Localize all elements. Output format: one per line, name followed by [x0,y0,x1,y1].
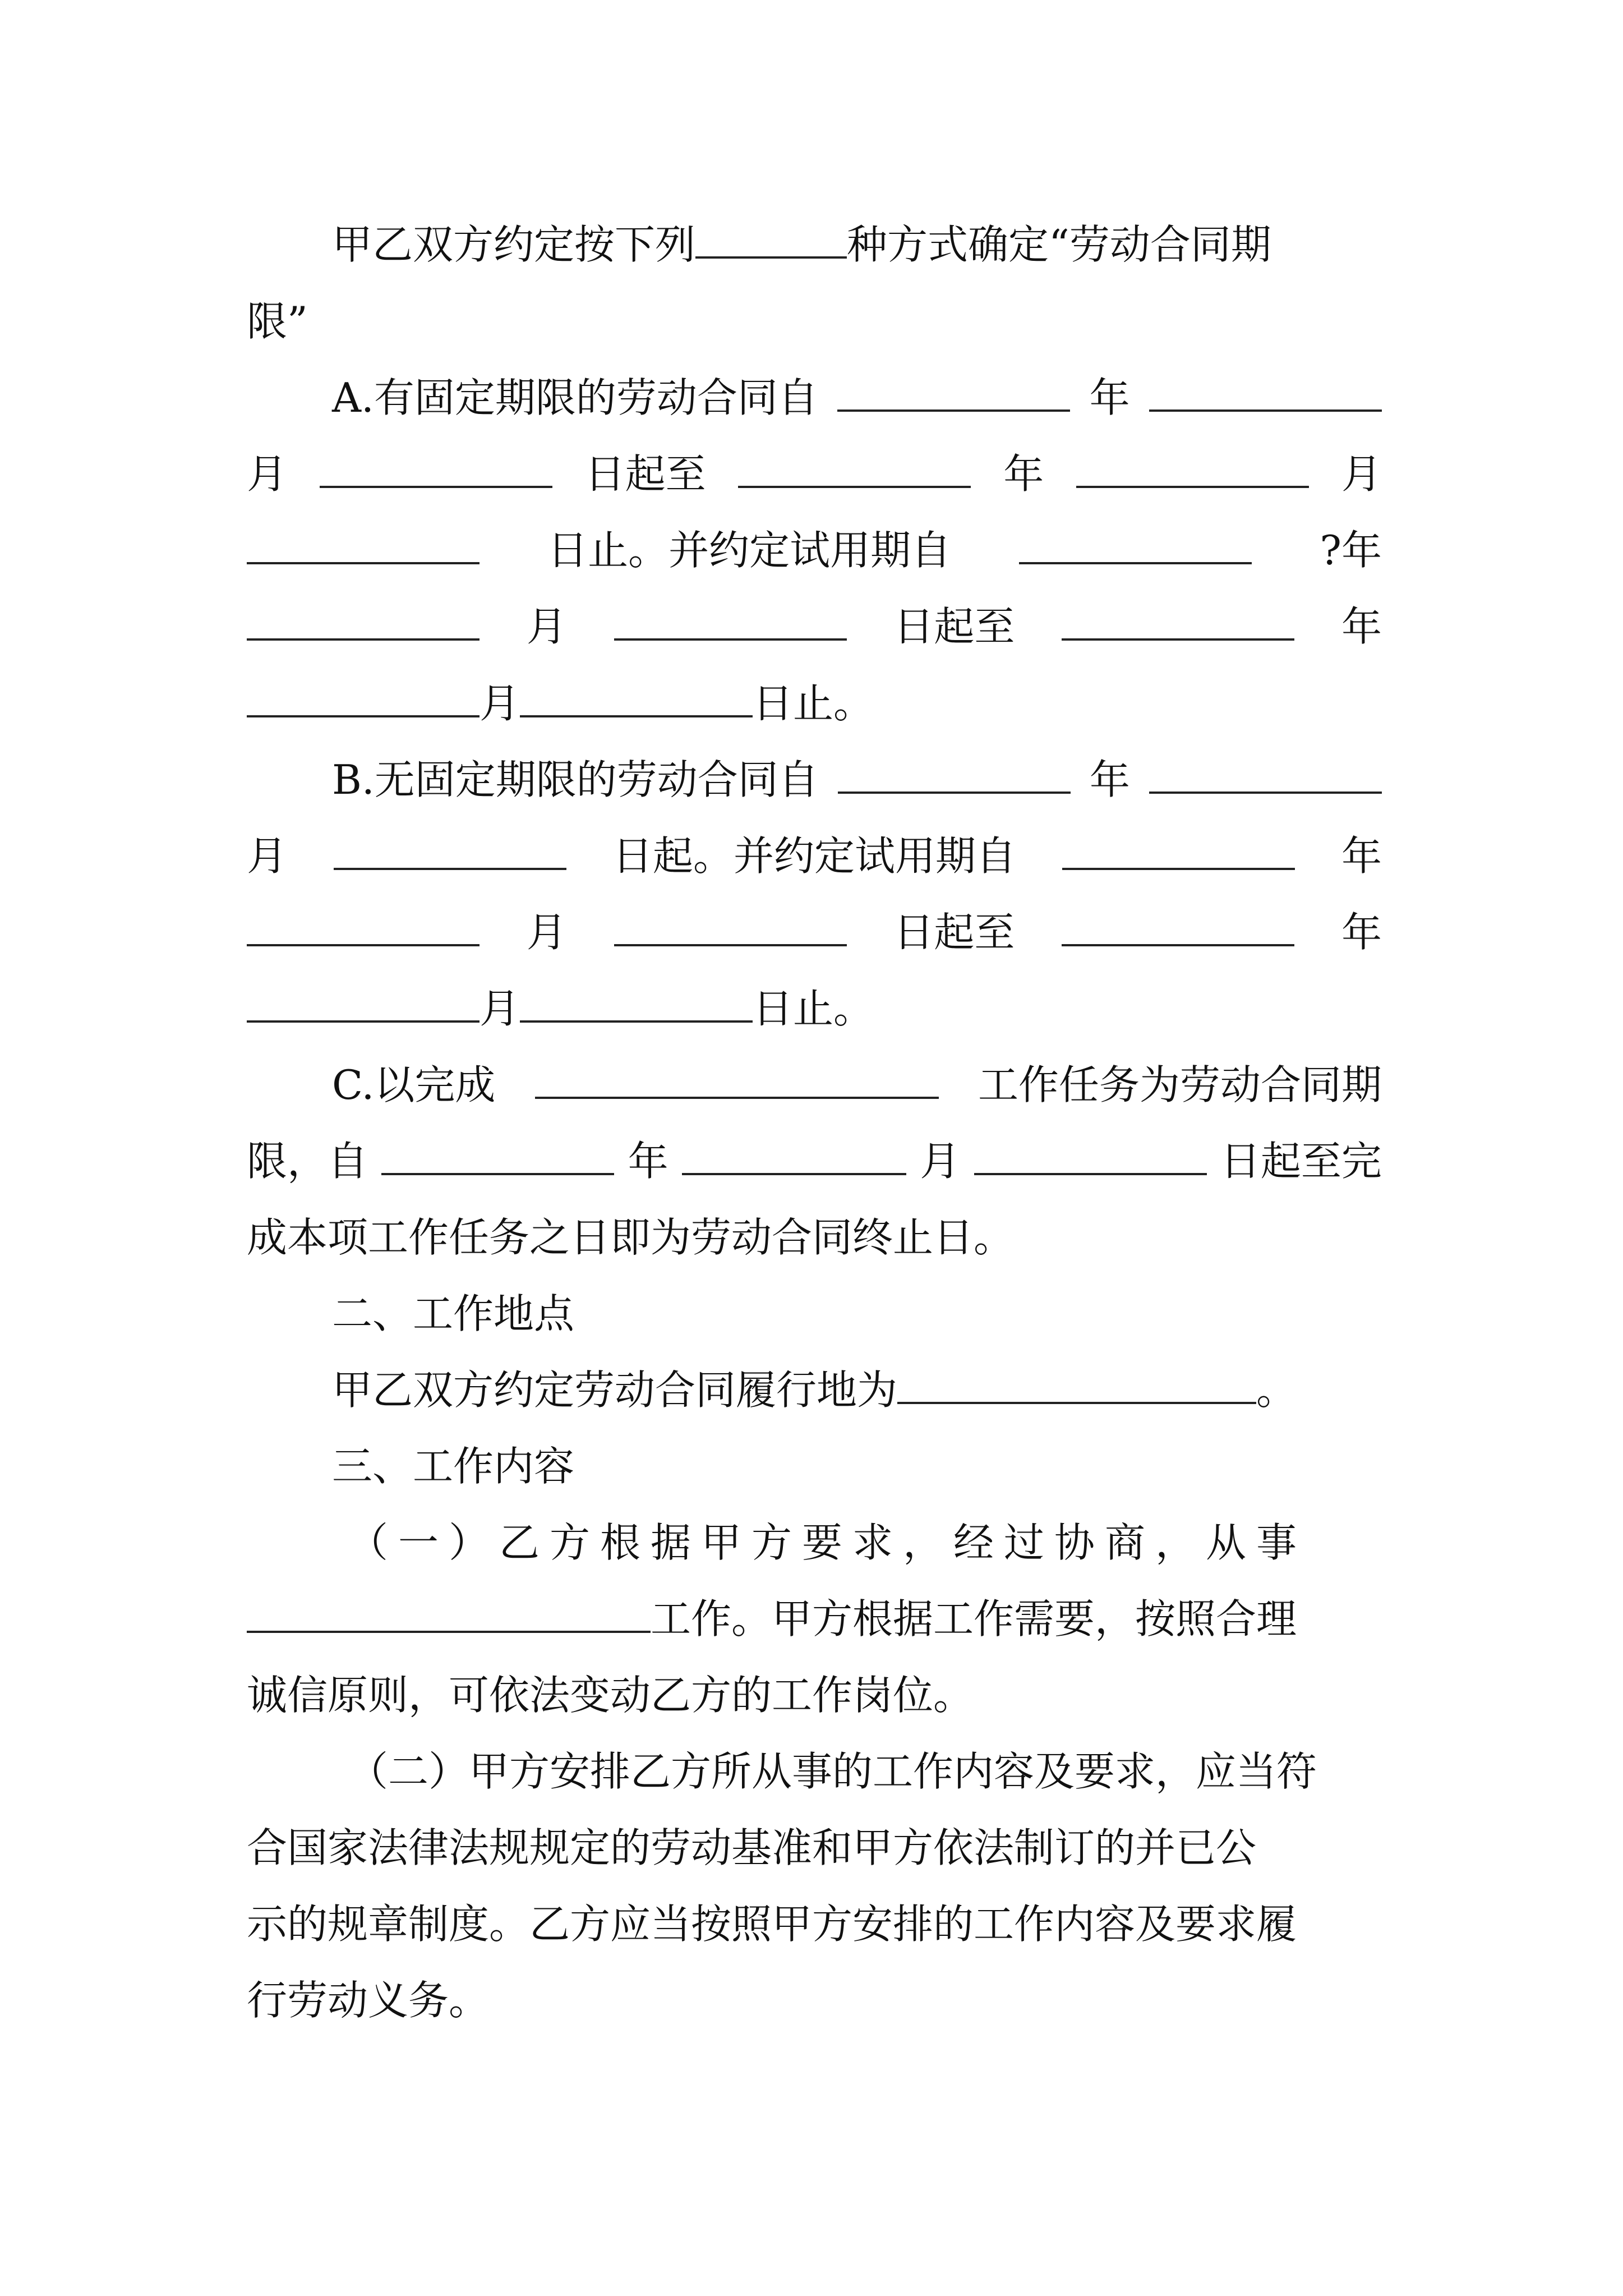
text-from-to: 日起至 [893,603,1015,650]
blank-a-prob-end-day [520,676,753,717]
para-2-text: （二）甲方安排乙方所从事的工作内容及要求，应当符 [348,1748,1317,1795]
option-c-text-2: 限，自 [247,1138,368,1185]
blank-a-prob-end-year [1062,599,1294,641]
blank-c-task [535,1057,939,1099]
option-a-line-2 [247,446,1382,502]
option-b-line-2 [247,828,1382,884]
unit-year-q: ?年 [1320,527,1382,574]
para-2-text-3: 示的规章制度。乙方应当按照甲方安排的工作内容及要求履 [247,1901,1297,1948]
blank-a-year [837,370,1070,412]
text-end: 日止。 [753,985,874,1032]
section-2-title [332,1286,1382,1342]
option-c-line-2 [247,1133,1382,1189]
unit-month: 月 [526,603,567,650]
unit-year: 年 [1341,832,1382,880]
blank-b-prob-year [1062,829,1295,870]
period: 。 [1256,1366,1297,1414]
blank-c-month [682,1134,906,1175]
unit-month: 月 [920,1138,961,1185]
term-intro-line-2 [247,293,1382,349]
option-c-line-1 [332,1057,1382,1113]
blank-a-prob-day [614,599,847,641]
option-a-line-5 [247,675,1382,731]
blank-a-prob-month [247,599,479,641]
text-probation-b: 日起。并约定试用期自 [612,832,1016,880]
para-1-line-2 [247,1591,1382,1647]
blank-b-prob-end-year [1062,905,1294,946]
unit-month: 月 [479,985,520,1032]
para-1-text-2: 工作。甲方根据工作需要，按照合理 [651,1595,1297,1642]
blank-a-end-month [1076,447,1309,488]
text-probation: 日止。并约定试用期自 [547,527,952,574]
option-a-head: A.有固定期限的劳动合同自 [332,374,818,421]
blank-a-end-year [738,447,971,488]
para-2-text-4: 行劳动义务。 [247,1977,490,2024]
blank-a-prob-end-month [247,676,479,717]
option-b-head: B.无固定期限的劳动合同自 [332,756,819,803]
unit-month: 月 [526,909,567,956]
blank-b-day [334,829,566,870]
unit-month: 月 [247,450,288,498]
blank-job [247,1591,651,1633]
blank-b-month [1149,752,1382,794]
option-c-text: 工作任务为劳动合同期 [978,1061,1382,1108]
unit-year: 年 [628,1138,668,1185]
para-2-line-2 [247,1820,1382,1876]
blank-c-day [974,1134,1207,1175]
para-2-line-4 [247,1972,1382,2028]
option-c-line-3 [247,1209,1382,1266]
blank-a-end-day [247,523,479,564]
intro-text-3: 限” [247,298,308,345]
option-c-text-3: 日起至完 [1220,1138,1382,1185]
para-1-line-1 [348,1515,1382,1571]
unit-month: 月 [479,680,520,727]
blank-b-prob-end-month [247,981,479,1023]
blank-b-prob-end-day [520,981,753,1023]
section-title: 二、工作地点 [332,1290,575,1337]
section-2-text: 甲乙双方约定劳动合同履行地为 [332,1366,898,1414]
unit-month: 月 [1341,450,1382,498]
blank-a-month [1149,370,1382,412]
blank-mode [695,217,847,259]
blank-b-year [838,752,1071,794]
blank-b-prob-day [614,905,847,946]
term-intro-line [332,217,1382,273]
option-b-line-1 [332,752,1382,808]
option-a-line-3 [247,522,1382,578]
blank-b-prob-month [247,905,479,946]
para-2-line-3 [247,1896,1382,1952]
blank-location [897,1363,1256,1404]
unit-year: 年 [1341,909,1382,956]
unit-year: 年 [1003,450,1044,498]
para-2-text-2: 合国家法律法规规定的劳动基准和甲方依法制订的并已公 [247,1824,1257,1871]
section-3-title [332,1438,1382,1494]
blank-a-day [320,447,552,488]
unit-year: 年 [1089,374,1130,421]
blank-c-year [381,1134,614,1175]
para-1-line-3 [247,1667,1382,1723]
section-title: 三、工作内容 [332,1443,575,1490]
para-2-line-1 [348,1743,1382,1800]
text-end: 日止。 [753,680,874,727]
unit-month: 月 [247,832,288,880]
intro-text: 甲乙双方约定按下列 [332,221,696,268]
para-1-text-3: 诚信原则，可依法变动乙方的工作岗位。 [247,1672,974,1719]
blank-a-prob-year [1019,523,1252,564]
option-a-line-1 [332,370,1382,426]
text-from-to: 日起至 [584,450,706,498]
option-c-text-4: 成本项工作任务之日即为劳动合同终止日。 [247,1214,1015,1261]
para-1-text: （一）乙方根据甲方要求，经过协商，从事 [348,1519,1307,1566]
unit-year: 年 [1341,603,1382,650]
text-from-to: 日起至 [893,909,1015,956]
option-a-line-4 [247,599,1382,655]
section-2-line [332,1362,1382,1418]
option-c-head: C.以完成 [332,1061,496,1108]
intro-text-2: 种方式确定“劳动合同期 [847,221,1271,268]
option-b-line-4 [247,981,1382,1037]
unit-year: 年 [1089,756,1130,803]
option-b-line-3 [247,904,1382,960]
